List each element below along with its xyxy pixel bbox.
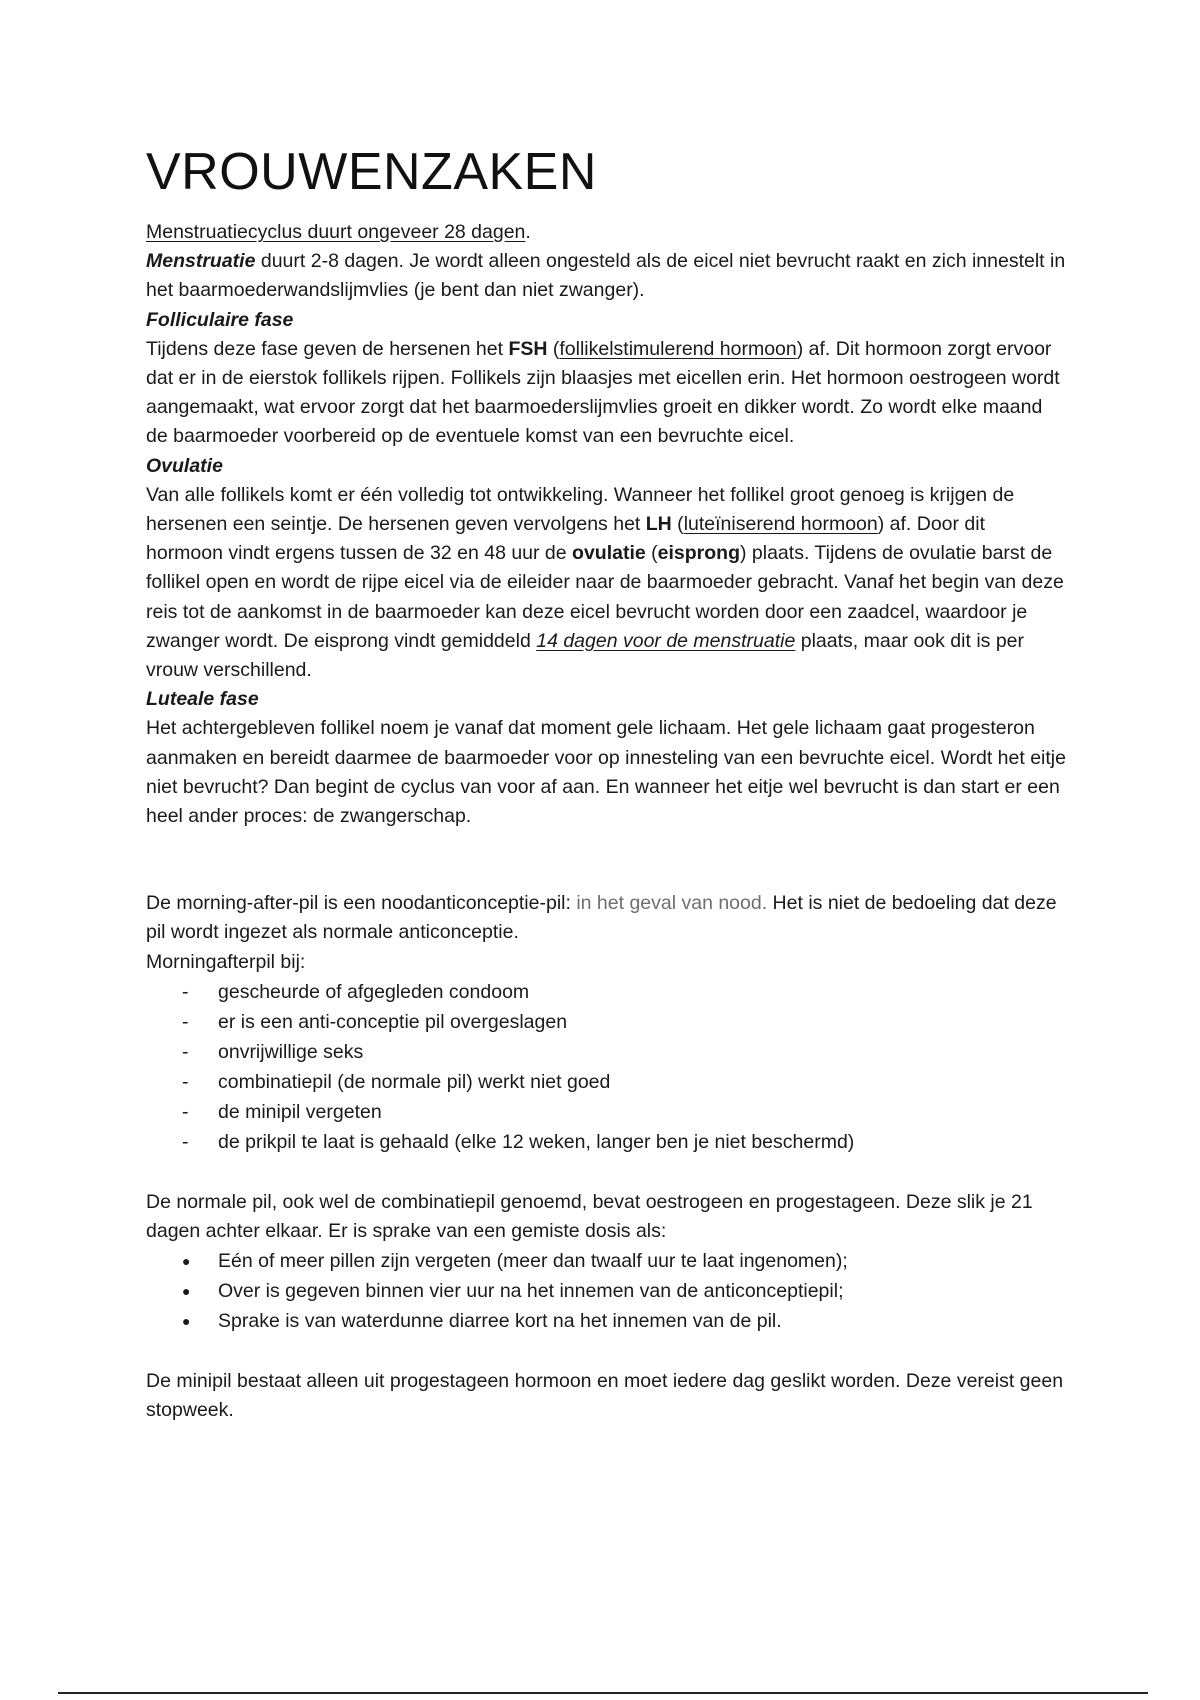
folliculair-text-3: ) af. Dit hormoon zorgt ervoor dat er in de eierstok follikels rijpen. Follikels zijn blaasjes met eicellen erin. Het hormoon oestrogeen wordt aangemaakt, wat ervoor zorgt dat het baarmoederslijmvlies groeit en dikker wordt. Zo wordt elke maand de baarmoeder voorbereid op de eventuele komst van een bevruchte eicel. [146,337,1060,448]
ovulatie-term: ovulatie [572,542,646,565]
morning-after-grey-text: in het geval van nood. [576,892,768,915]
list-item [146,1276,1066,1306]
dash-marker: - [182,1070,189,1093]
morning-after-paragraph [146,889,1066,947]
morning-after-text-1: De morning-after-pil is een noodanticonceptie-pil: [146,892,577,915]
document-page [146,142,1066,1426]
list-item [146,1067,1066,1097]
folliculair-text-2: ( [547,337,560,360]
ovulatie-text-3: ) af. Door dit hormoon vindt ergens tussen de 32 en 48 uur de [146,513,986,565]
folliculair-text-1: Tijdens deze fase geven de hersenen het [146,337,509,360]
normal-pill-paragraph: De normale pil, ook wel de combinatiepil genoemd, bevat oestrogeen en progestageen. Deze slik je 21 dagen achter elkaar. Er is sprake van een gemiste dosis als: [146,1190,1033,1243]
list-item-text: de prikpil te laat is gehaald (elke 12 weken, langer ben je niet beschermd) [218,1130,855,1153]
bullet-marker: ● [182,1283,191,1300]
dash-marker: - [182,1130,189,1153]
ovulatie-timing: 14 dagen voor de menstruatie [536,629,796,652]
list-item [146,1127,1066,1157]
page-title: VROUWENZAKEN [146,143,597,201]
bullet-marker: ● [182,1313,191,1330]
ovulatie-text-1: Van alle follikels komt er één volledig tot ontwikkeling. Wanneer het follikel groot genoeg is krijgen de hersenen een seintje. De hersenen geven vervolgens het [146,483,1015,536]
folliculair-paragraph [146,335,1066,452]
cycle-intro [146,218,1066,247]
dash-marker: - [182,1100,189,1123]
ovulatie-text-6: plaats, maar ook dit is per vrouw verschillend. [146,629,1024,682]
list-item [146,1007,1066,1037]
minipil-paragraph: De minipil bestaat alleen uit progestageen hormoon en moet iedere dag geslikt worden. Deze vereist geen stopweek. [146,1370,1064,1422]
list-item [146,1097,1066,1127]
dash-marker: - [182,1040,189,1063]
bullet-marker: ● [182,1253,191,1270]
lh-term: LH [645,513,672,536]
ovulatie-text-5: ) plaats. Tijdens de ovulatie barst de follikel open en wordt de rijpe eicel via de eileider naar de baarmoeder gebracht. Vanaf het begin van deze reis tot de aankomst in de baarmoeder kan deze eicel bevrucht worden door een zaadcel, waardoor je zwanger wordt. De eisprong vindt gemiddeld [146,542,1064,652]
list-item-text: Eén of meer pillen zijn vergeten (meer dan twaalf uur te laat ingenomen); [218,1250,848,1273]
menstruatie-text: duurt 2-8 dagen. Je wordt alleen ongesteld als de eicel niet bevrucht raakt en zich innestelt in het baarmoederwandslijmvlies (je bent dan niet zwanger). [146,250,1066,302]
list-item-text: onvrijwillige seks [218,1040,364,1063]
morning-after-text-2: Het is niet de bedoeling dat deze pil wordt ingezet als normale anticonceptie. [146,892,1057,944]
list-item-text: gescheurde of afgegleden condoom [218,980,530,1003]
missed-dose-list [146,1246,1066,1336]
list-item-text: de minipil vergeten [218,1100,382,1123]
cycle-intro-end: . [525,221,531,243]
morning-after-list-title: Morningafterpil bij: [146,950,306,973]
folliculair-heading: Folliculaire fase [146,308,294,331]
list-item [146,1246,1066,1276]
cycle-intro-text: Menstruatiecyclus duurt ongeveer 28 dagen [146,221,526,243]
morning-after-list [146,977,1066,1157]
bottom-rule [58,1692,1148,1694]
dash-marker: - [182,980,189,1003]
lh-definition: luteïniserend hormoon [683,513,878,536]
list-item-text: combinatiepil (de normale pil) werkt niet goed [218,1070,611,1093]
menstruatie-heading: Menstruatie [146,250,256,273]
fsh-definition: follikelstimulerend hormoon [559,337,797,360]
luteale-heading: Luteale fase [146,688,259,711]
ovulatie-heading: Ovulatie [146,454,223,477]
list-item-text: Over is gegeven binnen vier uur na het innemen van de anticonceptiepil; [218,1280,844,1303]
list-item [146,977,1066,1007]
fsh-term: FSH [508,337,548,360]
ovulatie-text-2: ( [671,513,684,536]
eisprong-term: eisprong [657,542,740,565]
menstruatie-paragraph [146,247,1066,305]
ovulatie-text-4: ( [645,542,658,565]
list-item-text: Sprake is van waterdunne diarree kort na het innemen van de pil. [218,1310,782,1333]
ovulatie-paragraph [146,481,1066,685]
luteale-paragraph: Het achtergebleven follikel noem je vanaf dat moment gele lichaam. Het gele lichaam gaat progesteron aanmaken en bereidt daarmee de baarmoeder voor op innesteling van een bevruchte eicel. Wordt het eitje niet bevrucht? Dan begint de cyclus van voor af aan. En wanneer het eitje wel bevrucht is dan start er een heel ander proces: de zwangerschap. [146,717,1066,828]
list-item-text: er is een anti-conceptie pil overgeslagen [218,1010,568,1033]
list-item [146,1037,1066,1067]
list-item [146,1306,1066,1336]
dash-marker: - [182,1010,189,1033]
